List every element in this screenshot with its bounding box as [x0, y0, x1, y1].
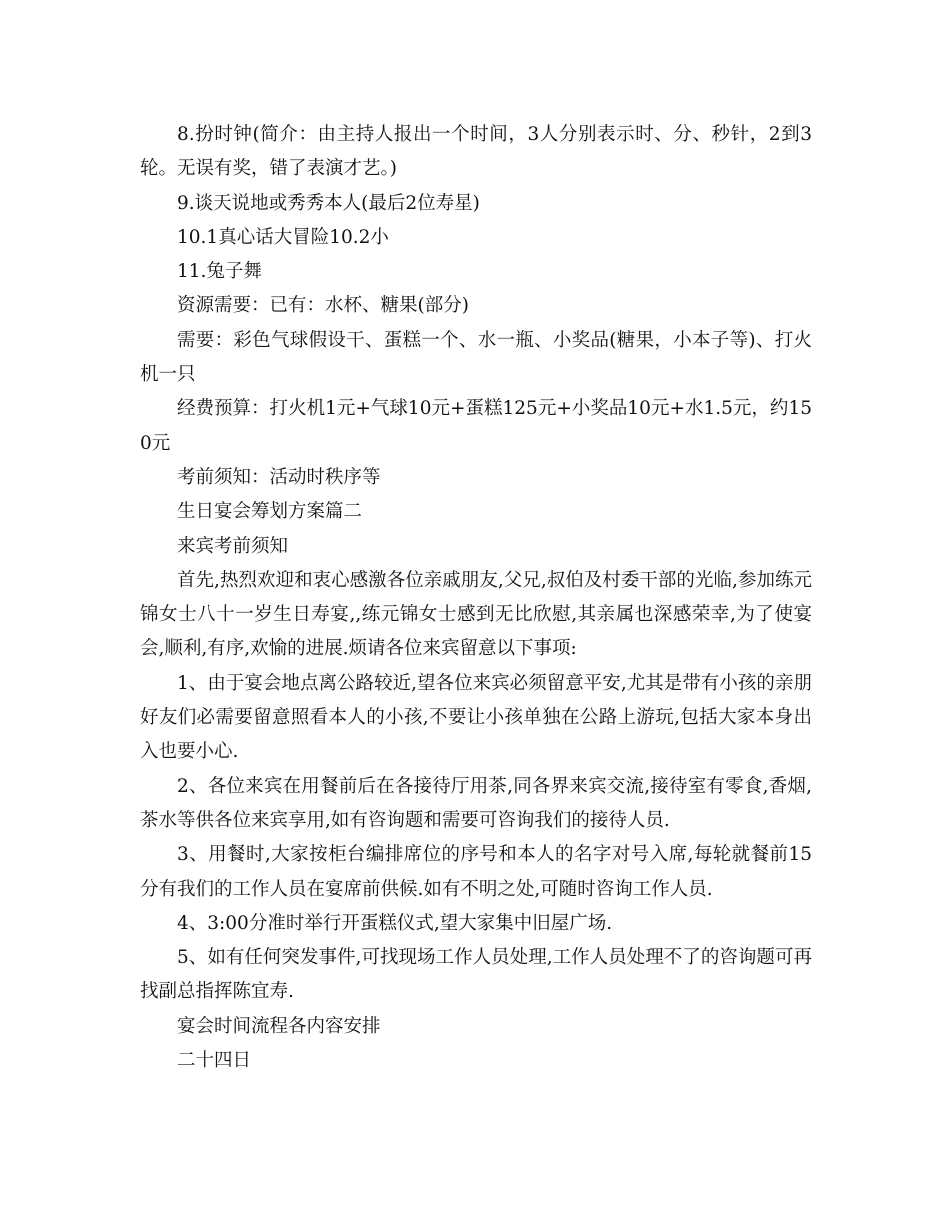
paragraph-notes: 考前须知：活动时秩序等: [177, 466, 381, 488]
paragraph-item-1: 1、由于宴会地点离公路较近,望各位来宾必须留意平安,尤其是带有小孩的亲朋好友们必需要留意照看本人的小孩,不要让小孩单独在公路上游玩,包括大家本身出入也要小心.: [140, 672, 812, 763]
paragraph-clock-game: 8.扮时钟(简介：由主持人报出一个时间，3人分别表示时、分、秒针，2到3轮。无误有奖，错了表演才艺。): [140, 124, 812, 180]
document-body: [140, 118, 812, 1078]
section-heading-schedule: 宴会时间流程各内容安排: [177, 1015, 381, 1037]
section-heading-guest-notes: 来宾考前须知: [177, 535, 289, 557]
paragraph-item-3: 3、用餐时,大家按柜台编排席位的序号和本人的名字对号入席,每轮就餐前15分有我们的工作人员在宴席前供候.如有不明之处,可随时咨询工作人员.: [140, 844, 812, 900]
paragraph-bunny-dance: 11.兔子舞: [177, 261, 262, 283]
paragraph-date: 二十四日: [177, 1050, 252, 1072]
paragraph-item-2: 2、各位来宾在用餐前后在各接待厅用茶,同各界来宾交流,接待室有零食,香烟,茶水等供各位来宾享用,如有咨询题和需要可咨询我们的接待人员.: [140, 775, 812, 831]
section-heading-plan-two: 生日宴会筹划方案篇二: [177, 501, 363, 523]
paragraph-welcome: 首先,热烈欢迎和衷心感激各位亲戚朋友,父兄,叔伯及村委干部的光临,参加练元锦女士八十一岁生日寿宴,,练元锦女士感到无比欣慰,其亲属也深感荣幸,为了使宴会,顺利,有序,欢愉的进展.烦请各位来宾留意以下事项:: [140, 569, 812, 660]
paragraph-item-4: 4、3:00分准时举行开蛋糕仪式,望大家集中旧屋广场.: [177, 912, 613, 934]
paragraph-item-5: 5、如有任何突发事件,可找现场工作人员处理,工作人员处理不了的咨询题可再找副总指挥陈宜寿.: [140, 947, 812, 1003]
paragraph-budget: 经费预算：打火机1元+气球10元+蛋糕125元+小奖品10元+水1.5元，约150元: [140, 398, 812, 454]
paragraph-resources-needed: 需要：彩色气球假设干、蛋糕一个、水一瓶、小奖品(糖果，小本子等)、打火机一只: [140, 329, 812, 386]
paragraph-resources-available: 资源需要：已有：水杯、糖果(部分): [177, 295, 469, 317]
paragraph-chat-show: 9.谈天说地或秀秀本人(最后2位寿星): [177, 192, 480, 214]
paragraph-truth-or-dare: 10.1真心话大冒险10.2小: [177, 226, 389, 248]
